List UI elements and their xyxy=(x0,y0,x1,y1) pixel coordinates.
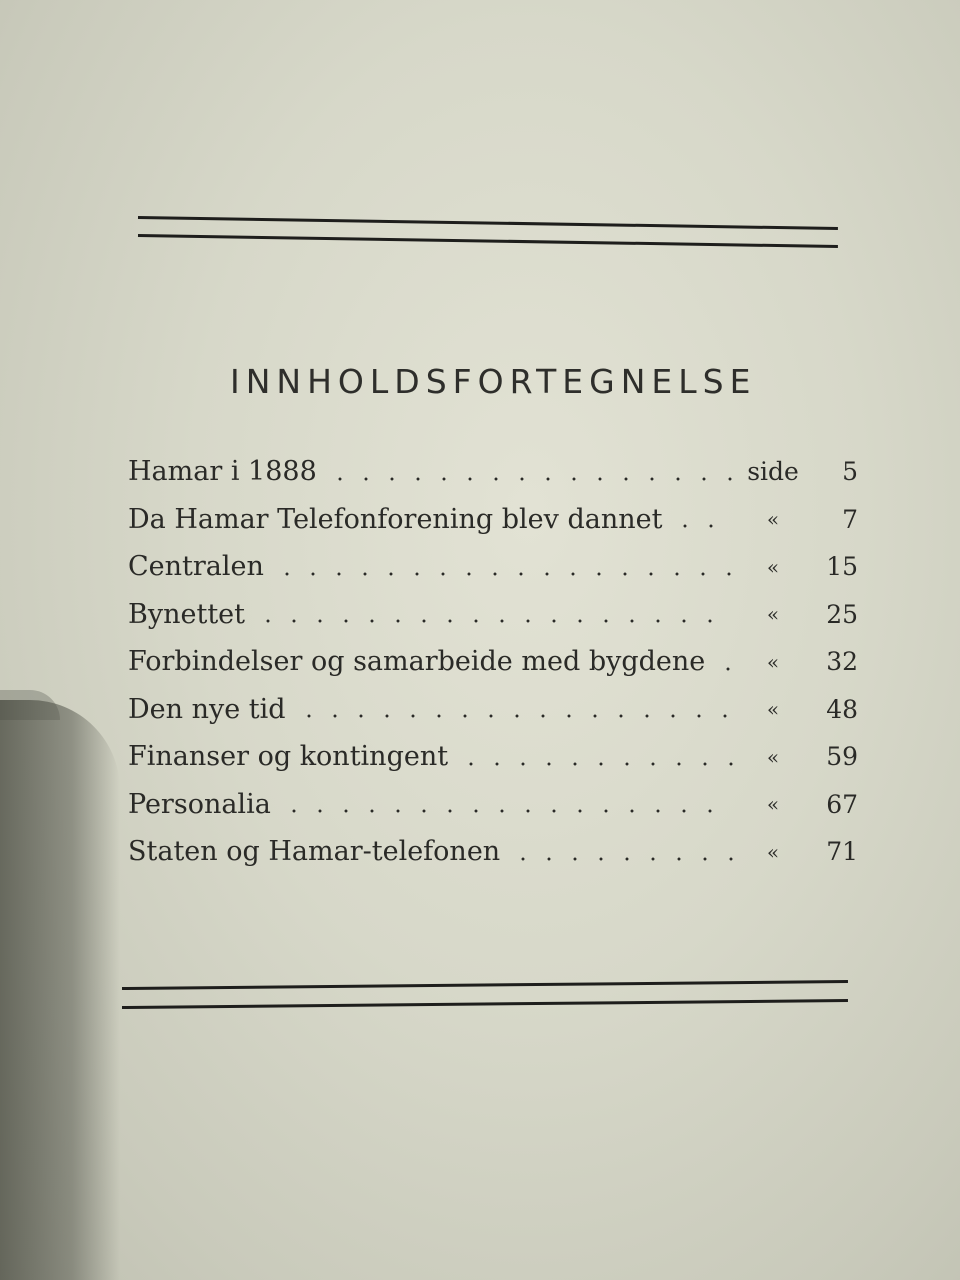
toc-entry-ref: side xyxy=(747,457,799,487)
toc-entry-page: 67 xyxy=(826,789,858,819)
toc-entry-page: 48 xyxy=(826,694,858,724)
bottom-rule-upper xyxy=(122,980,848,990)
toc-entry-page: 15 xyxy=(826,552,858,582)
toc-entry-ref: « xyxy=(766,649,780,674)
top-rule-upper xyxy=(138,216,838,230)
toc-entry-page: 25 xyxy=(826,599,858,629)
toc-entry-title: Hamar i 1888 xyxy=(128,456,317,488)
table-of-contents xyxy=(128,448,858,876)
toc-entry-title: Staten og Hamar-telefonen xyxy=(128,836,501,868)
toc-entry-title: Da Hamar Telefonforening blev dannet xyxy=(128,503,663,535)
dot-leader xyxy=(715,666,734,672)
toc-entry xyxy=(128,543,858,591)
toc-entry-title: Bynettet xyxy=(128,598,245,630)
toc-entry xyxy=(128,686,858,734)
toc-entry xyxy=(128,828,858,876)
toc-entry xyxy=(128,781,858,829)
toc-entry-title: Centralen xyxy=(128,551,264,583)
toc-entry-ref: « xyxy=(766,839,780,864)
finger-shadow-top xyxy=(0,690,60,720)
dot-leader xyxy=(255,618,734,624)
toc-entry-page: 59 xyxy=(826,742,858,772)
dot-leader xyxy=(296,713,734,719)
top-rule-lower xyxy=(138,234,838,248)
toc-entry-title: Personalia xyxy=(128,788,271,820)
toc-entry-ref: « xyxy=(766,554,780,579)
toc-entry-ref: « xyxy=(766,507,780,532)
toc-entry-ref: « xyxy=(766,744,780,769)
bottom-rule-lower xyxy=(122,999,848,1009)
dot-leader xyxy=(327,476,734,482)
toc-entry xyxy=(128,733,858,781)
toc-entry-title: Den nye tid xyxy=(128,693,286,725)
dot-leader xyxy=(281,808,734,814)
toc-entry-ref: « xyxy=(766,602,780,627)
toc-entry-page: 32 xyxy=(826,647,858,677)
toc-entry-page: 5 xyxy=(842,457,858,487)
toc-entry-title: Finanser og kontingent xyxy=(128,741,449,773)
toc-entry xyxy=(128,638,858,686)
dot-leader xyxy=(458,761,734,767)
toc-entry xyxy=(128,591,858,639)
finger-shadow xyxy=(0,700,120,1280)
toc-entry-title: Forbindelser og samarbeide med bygdene xyxy=(128,646,706,678)
toc-entry xyxy=(128,448,858,496)
toc-entry-ref: « xyxy=(766,697,780,722)
dot-leader xyxy=(672,523,734,529)
page-title: INNHOLDSFORTEGNELSE xyxy=(230,362,757,401)
dot-leader xyxy=(274,571,734,577)
toc-entry-page: 71 xyxy=(826,837,858,867)
toc-entry-page: 7 xyxy=(842,504,858,534)
toc-entry-ref: « xyxy=(766,792,780,817)
dot-leader xyxy=(510,856,734,862)
toc-entry xyxy=(128,496,858,544)
